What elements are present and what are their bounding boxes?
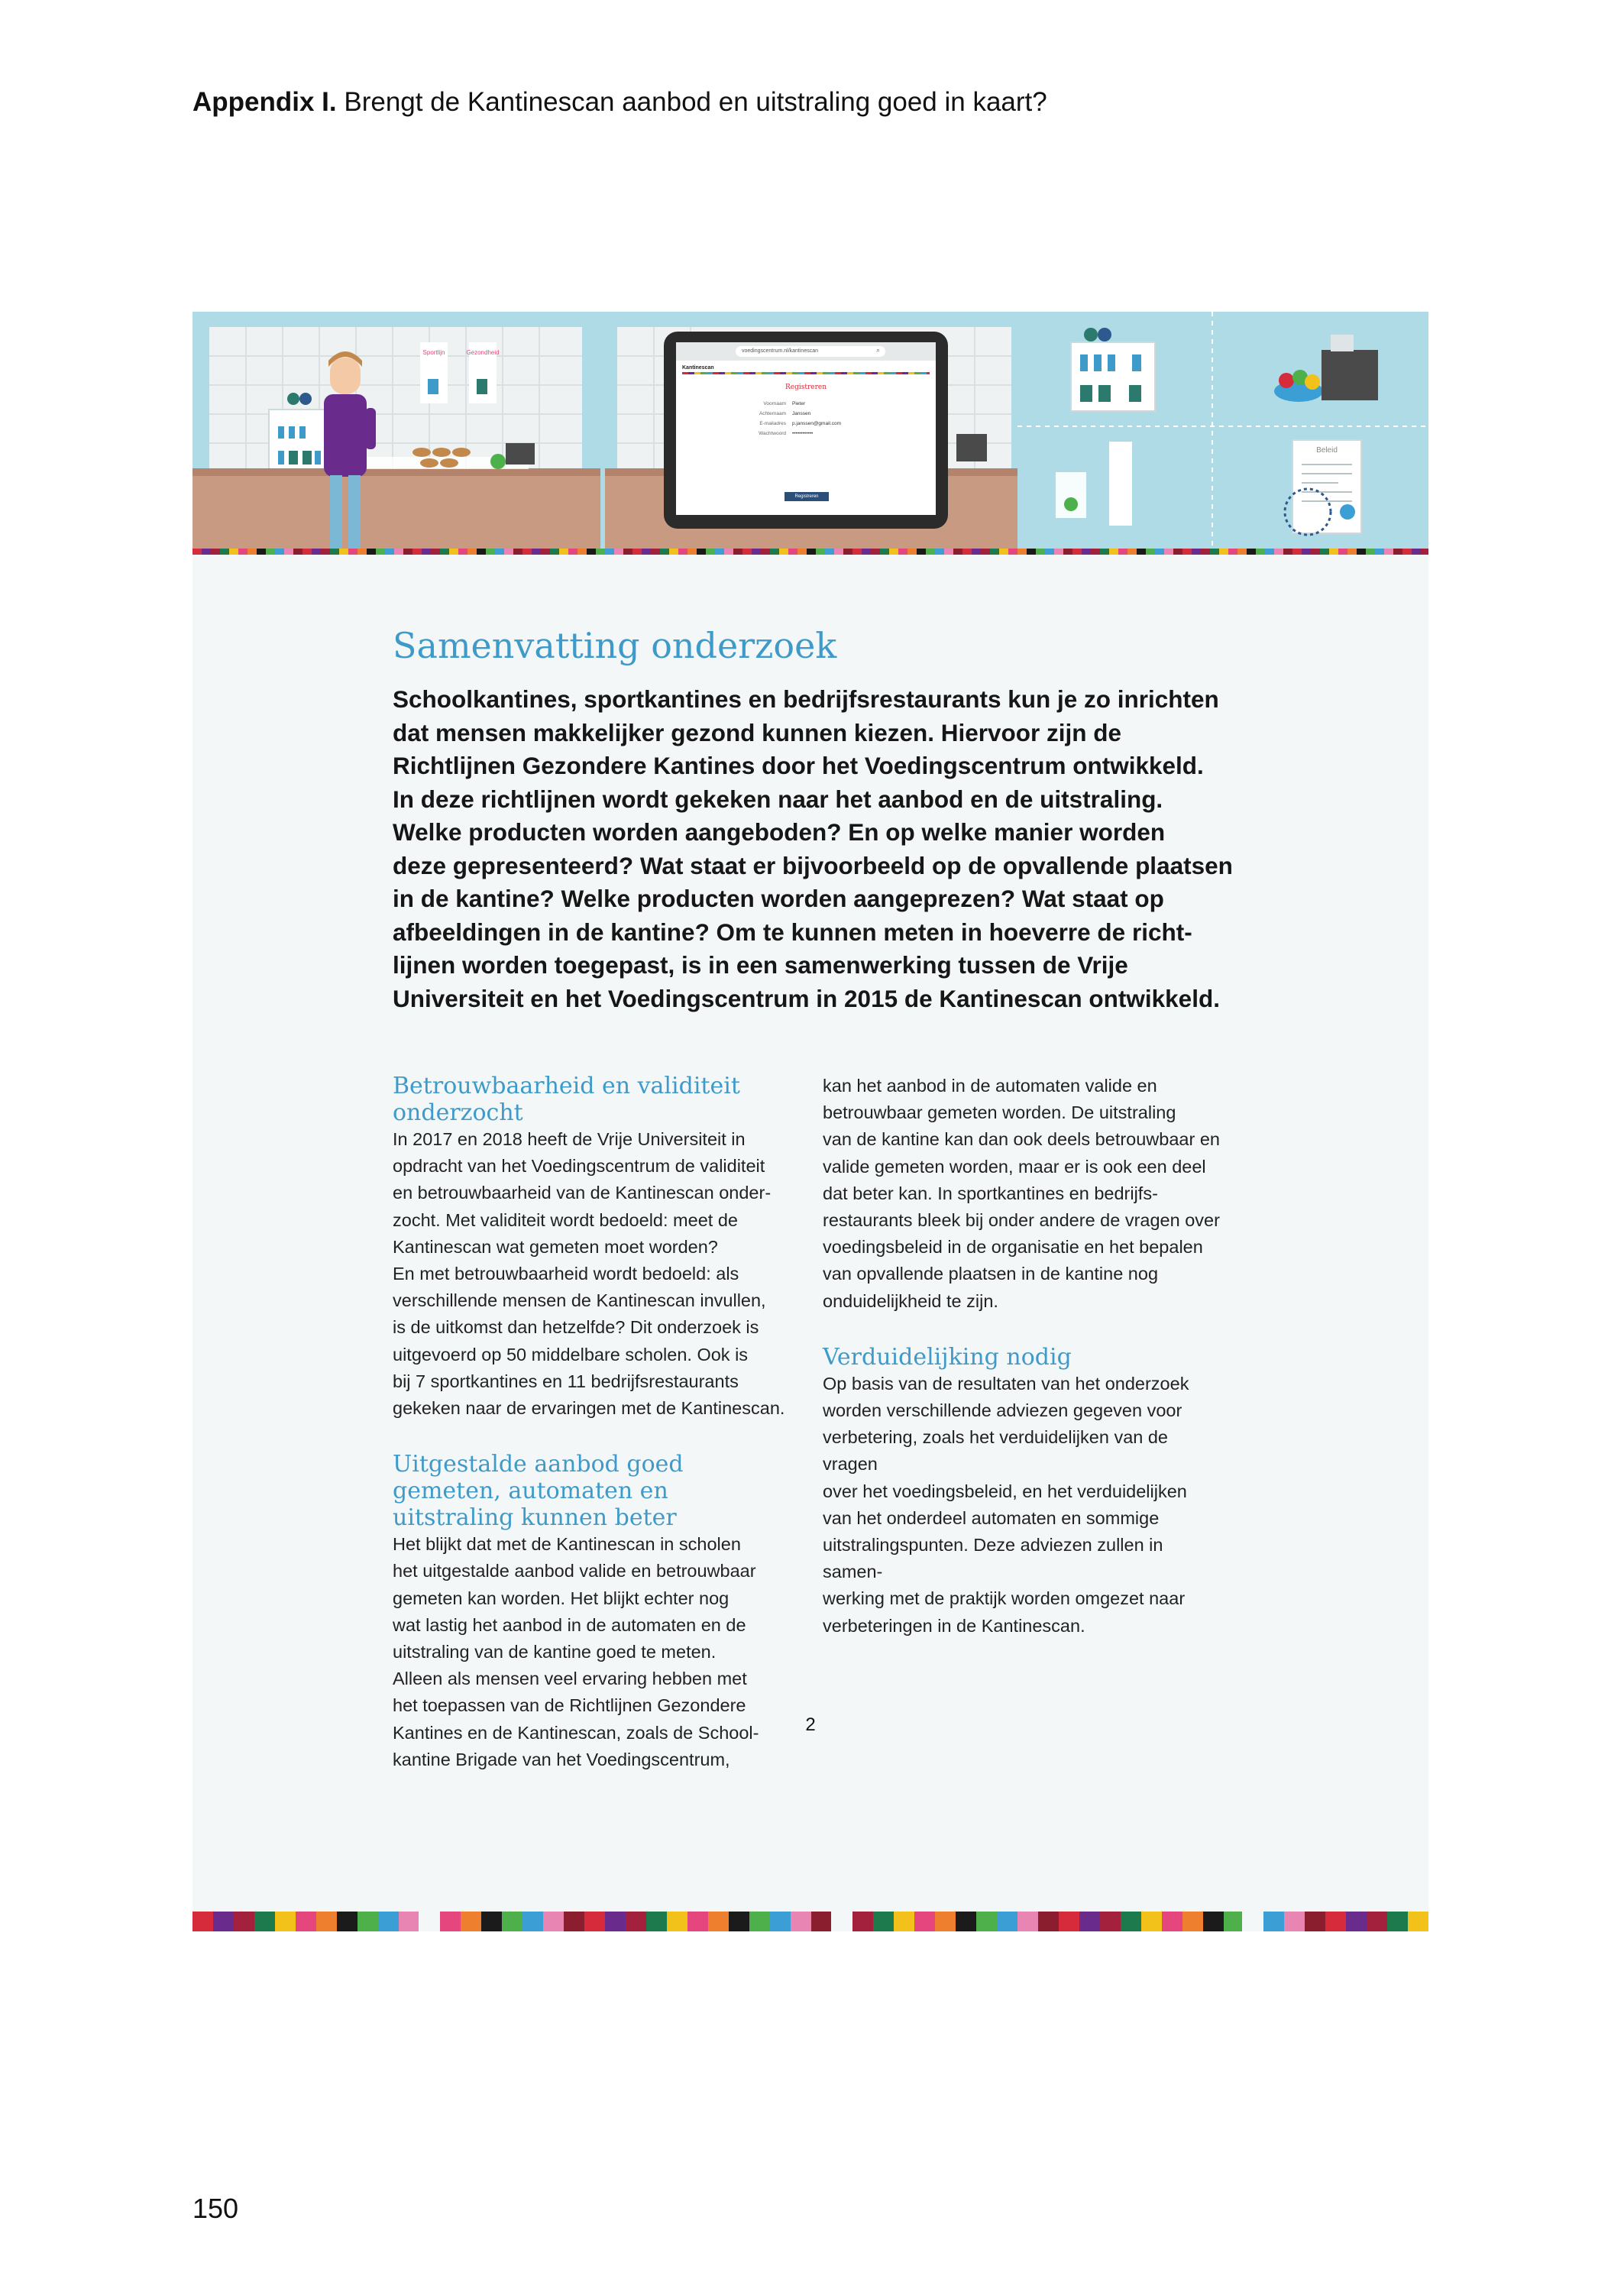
form-row: Voornaam Pieter xyxy=(763,401,805,406)
section-heading-reliability: Betrouwbaarheid en validiteit onderzocht xyxy=(393,1073,740,1126)
password-field[interactable]: •••••••••••• xyxy=(792,431,814,436)
email-field[interactable]: p.janssen@gmail.com xyxy=(792,421,842,426)
content xyxy=(192,312,1428,1931)
shelf-sign-2-label: Gezondheid xyxy=(466,349,500,356)
summary-intro: Schoolkantines, sportkantines en bedrijfsrestaurants kun je zo inrichten dat mensen makkelijker gezond kunnen kiezen. Hiervoor zijn de Richtlijnen Gezondere Kantines door het Voedingscentrum ontwikkeld. In deze richtlijnen wordt gekeken naar het aanbod en de uitstraling. Welke producten worden aangeboden? En op welke manier worden deze gepresenteerd? Wat staat er bijvoorbeeld op de opvallende plaatsen in de kantine? Welke producten worden aangeprezen? Wat staat op afbeeldingen in de kantine? Om te kunnen meten in hoeverre de richt- lijnen worden toegepast, is in een samenwerking tussen de Vrije Universiteit en het Voedingscentrum in 2015 de Kantinescan ontwikkeld. xyxy=(393,685,1233,1012)
page-title: Samenvatting onderzoek xyxy=(393,625,837,666)
shelf-sign-1-label: Sportlijn xyxy=(422,349,445,356)
section-heading-clarification: Verduidelijking nodig xyxy=(823,1343,1072,1371)
appendix-label: Appendix I. xyxy=(192,87,337,117)
document-panel xyxy=(192,312,1428,1931)
footer-stripe-2 xyxy=(440,1912,831,1931)
section-body-clarification: Op basis van de resultaten van het onderzoek worden verschillende adviezen gegeven voor verbetering, zoals het verduidelijken van de vragen over het voedingsbeleid, en het verduidelijken van het onderdeel automaten en sommige uitstralingspunten. Deze adviezen zullen in samen- werking met de praktijk worden omgezet naar verbeteringen in de Kantinescan. xyxy=(823,1373,1189,1636)
footer-stripe-4 xyxy=(1263,1912,1428,1931)
register-button[interactable]: Registreren xyxy=(785,492,829,501)
footer-stripe-1 xyxy=(192,1912,419,1931)
left-column xyxy=(393,1073,790,1773)
last-name-field[interactable]: Janssen xyxy=(792,411,811,416)
footer-stripe-3 xyxy=(852,1912,1242,1931)
document-label: Beleid xyxy=(1316,446,1338,455)
site-brand: Kantinescan xyxy=(682,365,714,371)
section-body-reliability: In 2017 en 2018 heeft de Vrije Universiteit in opdracht van het Voedingscentrum de validiteit en betrouwbaarheid van de Kantinescan onder- zocht. Met validiteit wordt bedoeld: meet de Kantinescan wat gemeten moet worden? En met betrouwbaarheid wordt bedoeld: als verschillende mensen de Kantinescan invullen, is de uitkomst dan hetzelfde? Dit onderzoek is uitgevoerd op 50 middelbare scholen. Ook is bij 7 sportkantines en 11 bedrijfsrestaurants gekeken naar de ervaringen met de Kantinescan. xyxy=(393,1129,785,1419)
running-head xyxy=(192,86,1047,119)
appendix-title: Brengt de Kantinescan aanbod en uitstraling goed in kaart? xyxy=(344,87,1047,117)
search-icon: ⌕ xyxy=(876,346,881,354)
section-heading-offer: Uitgestalde aanbod goed gemeten, automaten en uitstraling kunnen beter xyxy=(393,1451,684,1532)
form-row: Wachtwoord •••••••••••• xyxy=(759,431,814,436)
inner-page-number: 2 xyxy=(805,1714,816,1735)
form-row: E-mailadres p.janssen@gmail.com xyxy=(759,421,842,426)
section-body-offer: Het blijkt dat met de Kantinescan in scholen het uitgestalde aanbod valide en betrouwbaar gemeten kan worden. Het blijkt echter nog wat lastig het aanbod in de automaten en de uitstraling van de kantine goed te meten. Alleen als mensen veel ervaring hebben met het toepassen van de Richtlijnen Gezondere Kantines en de Kantinescan, zoals de School- kantine Brigade van het Voedingscentrum, xyxy=(393,1534,759,1769)
right-column xyxy=(823,1073,1220,1640)
section-body-offer-continued: kan het aanbod in de automaten valide en betrouwbaar gemeten worden. De uitstraling van de kantine kan dan ook deels betrouwbaar en valide gemeten worden, maar er is ook een deel dat beter kan. In sportkantines en bedrijfs- restaurants bleek bij onder andere de vragen over voedingsbeleid in de organisatie en het bepalen van opvallende plaatsen in de kantine nog onduidelijkheid te zijn. xyxy=(823,1076,1220,1311)
form-title: Registreren xyxy=(785,384,827,391)
outer-page-number: 150 xyxy=(192,2193,239,2224)
url-text: voedingscentrum.nl/kantinescan xyxy=(742,348,819,354)
first-name-field[interactable]: Pieter xyxy=(792,401,805,406)
form-row: Achternaam Janssen xyxy=(759,411,811,416)
